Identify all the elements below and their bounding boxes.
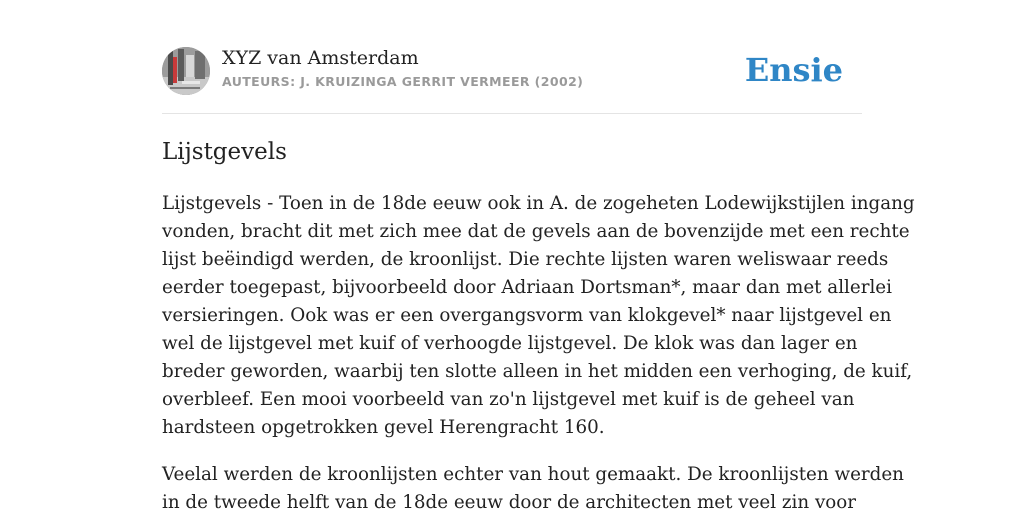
text-line: hardsteen opgetrokken gevel Herengracht 160. xyxy=(162,417,605,438)
text-line: wel de lijstgevel met kuif of verhoogde lijstgevel. De klok was dan lager en xyxy=(162,333,858,354)
entry-body xyxy=(162,190,915,512)
entry-title: Lijstgevels xyxy=(162,139,287,165)
text-line: overbleef. Een mooi voorbeeld van zo'n lijstgevel met kuif is de geheel van xyxy=(162,389,855,410)
text-line: lijst beëindigd werden, de kroonlijst. Die rechte lijsten waren weliswaar reeds xyxy=(162,249,889,270)
paragraph xyxy=(162,190,915,442)
text-line: Lijstgevels - Toen in de 18de eeuw ook in A. de zogeheten Lodewijkstijlen ingang xyxy=(162,193,915,214)
text-line: vonden, bracht dit met zich mee dat de gevels aan de bovenzijde met een rechte xyxy=(162,221,910,242)
book-cover-photo-icon[interactable] xyxy=(162,47,210,95)
text-line: Veelal werden de kroonlijsten echter van hout gemaakt. De kroonlijsten werden xyxy=(162,464,904,485)
text-line: eerder toegepast, bijvoorbeeld door Adriaan Dortsman*, maar dan met allerlei xyxy=(162,277,892,298)
source-authors: AUTEURS: J. KRUIZINGA GERRIT VERMEER (2002) xyxy=(222,74,584,89)
paragraph xyxy=(162,461,904,512)
source-header xyxy=(162,46,862,96)
header-divider xyxy=(162,113,862,114)
text-line: breder geworden, waarbij ten slotte alleen in het midden een verhoging, de kuif, xyxy=(162,361,913,382)
source-title[interactable]: XYZ van Amsterdam xyxy=(222,47,419,69)
text-line: in de tweede helft van de 18de eeuw door de architecten met veel zin voor xyxy=(162,492,857,512)
ensie-logo[interactable]: Ensie xyxy=(744,51,843,89)
text-line: versieringen. Ook was er een overgangsvorm van klokgevel* naar lijstgevel en xyxy=(162,305,892,326)
